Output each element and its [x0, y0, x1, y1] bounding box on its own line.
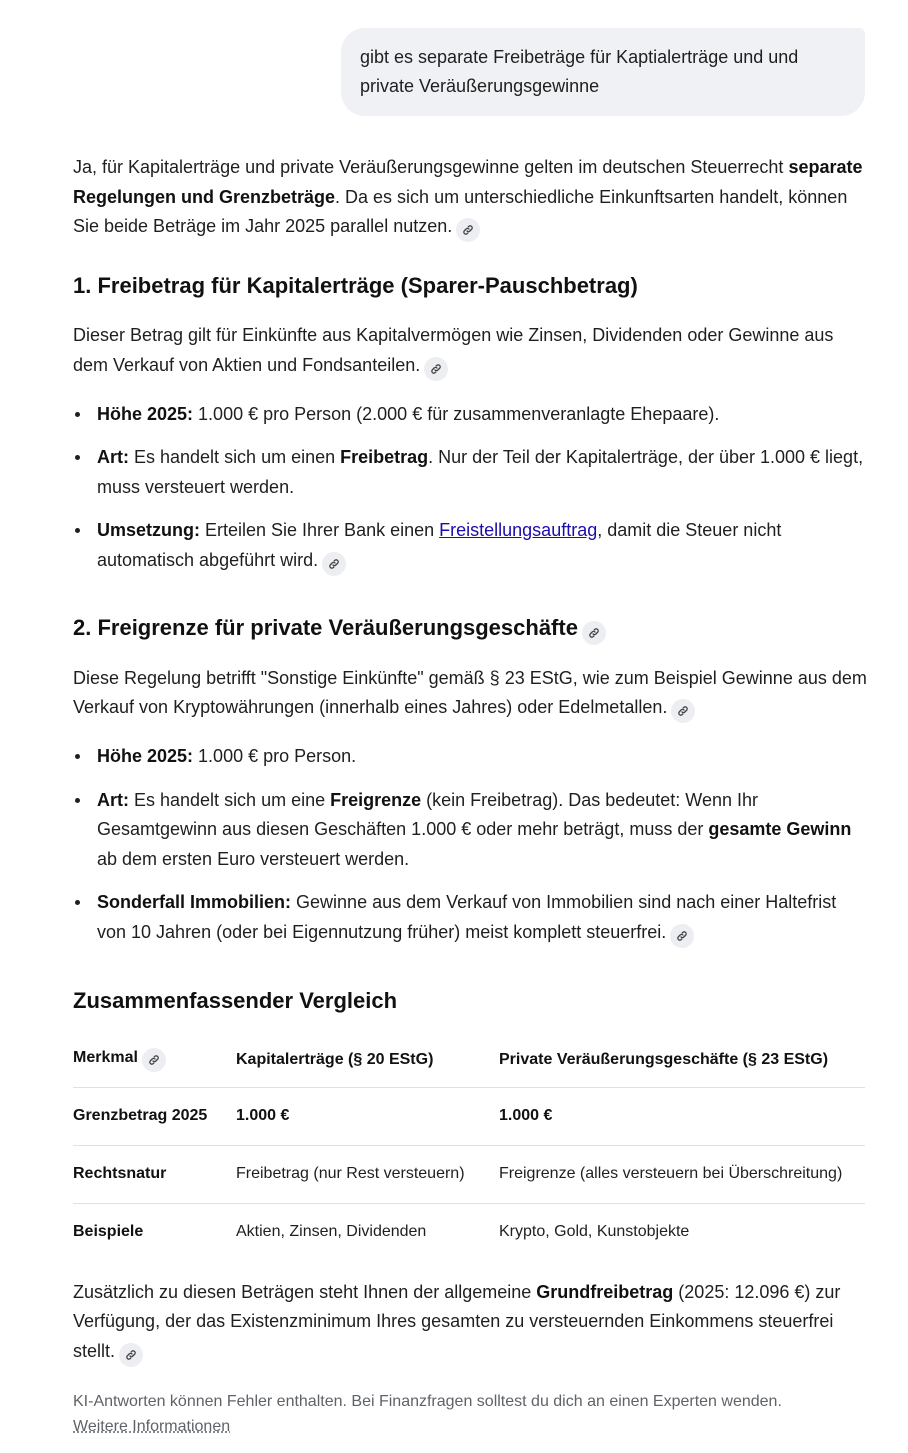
bullet-text: Gewinne aus dem Verkauf von Immobilien sind nach einer Haltefrist von 10 Jahren (oder bei Eigennutzung früher) meist komplett steuerfrei. [97, 892, 837, 942]
table-cell: 1.000 € [499, 1087, 865, 1145]
link-icon [588, 627, 600, 639]
bullet-label: Art: [97, 789, 129, 810]
bullet-bold: Freibetrag [340, 447, 429, 467]
table-header-cell [73, 1034, 236, 1088]
citation-link-button[interactable] [424, 357, 448, 381]
bullet-bold-2: gesamte Gewinn [708, 819, 852, 839]
citation-link-button[interactable] [142, 1048, 166, 1072]
table-header-cell: Private Veräußerungsgeschäfte (§ 23 EStG) [499, 1034, 865, 1088]
list-item [97, 888, 868, 948]
link-icon [328, 558, 340, 570]
section2-text: Diese Regelung betrifft "Sonstige Einkünfte" gemäß § 23 EStG, wie zum Beispiel Gewinne aus dem Verkauf von Kryptowährungen (innerhalb eines Jahres) oder Edelmetallen. [73, 667, 867, 717]
bullet-label: Umsetzung: [97, 520, 200, 540]
citation-link-button[interactable] [322, 552, 346, 576]
citation-link-button[interactable] [671, 699, 695, 723]
bullet-text-2: , damit die Steuer nicht automatisch abgeführt wird. [97, 520, 782, 570]
citation-link-button[interactable] [670, 924, 694, 948]
section2-bullet-list [73, 742, 868, 948]
table-row [73, 1145, 865, 1203]
bullet-text-3: ab dem ersten Euro versteuert werden. [97, 848, 410, 869]
more-info-link[interactable]: Weitere Informationen [73, 1417, 231, 1435]
table-header-row [73, 1034, 865, 1088]
table-cell: Beispiele [73, 1223, 144, 1240]
closing-paragraph [73, 1278, 868, 1367]
table-cell: Freibetrag (nur Rest versteuern) [236, 1145, 499, 1203]
list-item [97, 400, 868, 430]
ai-answer [73, 153, 868, 1439]
link-icon [148, 1054, 160, 1066]
section1-heading: 1. Freibetrag für Kapitalerträge (Sparer-Pauschbetrag) [73, 273, 638, 298]
link-icon [676, 930, 688, 942]
citation-link-button[interactable] [119, 1343, 143, 1367]
comparison-heading: Zusammenfassender Vergleich [73, 987, 398, 1013]
bullet-text-2: . Nur der Teil der Kapitalerträge, der über 1.000 € liegt, muss versteuert werden. [97, 447, 864, 497]
citation-link-button[interactable] [582, 621, 606, 645]
bullet-label: Art: [97, 447, 129, 467]
link-icon [125, 1349, 137, 1361]
bullet-bold: Freigrenze [330, 789, 422, 810]
table-cell: Aktien, Zinsen, Dividenden [236, 1223, 427, 1240]
section1-text: Dieser Betrag gilt für Einkünfte aus Kapitalvermögen wie Zinsen, Dividenden oder Gewinne aus dem Verkauf von Aktien und Fondsanteilen. [73, 325, 834, 375]
bullet-label: Höhe 2025: [97, 403, 194, 424]
user-message-text: gibt es separate Freibeträge für Kaptialerträge und und private Veräußerungsgewinne [360, 47, 799, 96]
closing-text: Zusätzlich zu diesen Beträgen steht Ihnen der allgemeine [73, 1281, 537, 1302]
closing-text-2: (2025: 12.096 €) zur Verfügung, der das Existenzminimum Ihres gesamten zu versteuernden Einkommens steuerfrei stellt. [73, 1281, 841, 1361]
list-item [97, 786, 868, 875]
citation-link-button[interactable] [456, 218, 480, 242]
table-cell: 1.000 € [236, 1087, 499, 1145]
link-icon [677, 705, 689, 717]
link-icon [430, 363, 442, 375]
user-message-bubble [341, 28, 865, 116]
section2-heading-text: 2. Freigrenze für private Veräußerungsgeschäfte [73, 614, 578, 640]
table-cell: Krypto, Gold, Kunstobjekte [499, 1223, 690, 1240]
section1-paragraph [73, 321, 868, 381]
section2-paragraph [73, 664, 868, 724]
bullet-text: Es handelt sich um eine [129, 789, 331, 810]
bullet-label: Sonderfall Immobilien: [97, 892, 292, 912]
section2-heading [73, 613, 868, 645]
table-cell: Rechtsnatur [73, 1145, 236, 1203]
closing-bold: Grundfreibetrag [536, 1281, 674, 1302]
bullet-text-2: (kein Freibetrag). Das bedeutet: Wenn Ihr Gesamtgewinn aus diesen Geschäften 1.000 € oder mehr beträgt, muss der [97, 789, 758, 839]
disclaimer [73, 1389, 868, 1439]
intro-text: Ja, für Kapitalerträge und private Veräußerungsgewinne gelten im deutschen Steuerrecht [73, 157, 789, 177]
table-row [73, 1203, 865, 1261]
bullet-text: 1.000 € pro Person (2.000 € für zusammenveranlagte Ehepaare). [193, 403, 720, 424]
section1-bullet-list [73, 400, 868, 576]
intro-paragraph [73, 153, 868, 242]
bullet-text: 1.000 € pro Person. [193, 746, 357, 766]
table-row [73, 1087, 865, 1145]
bullet-label: Höhe 2025: [97, 746, 194, 766]
comparison-table [73, 1034, 865, 1261]
freistellungsauftrag-link[interactable]: Freistellungsauftrag [439, 520, 598, 540]
bullet-text: Erteilen Sie Ihrer Bank einen [200, 520, 440, 540]
bullet-text: Es handelt sich um einen [129, 447, 341, 467]
table-cell: Freigrenze (alles versteuern bei Überschreitung) [499, 1145, 865, 1203]
disclaimer-text: KI-Antworten können Fehler enthalten. Bei Finanzfragen solltest du dich an einen Experten wenden. [73, 1392, 782, 1410]
intro-text-2: . Da es sich um unterschiedliche Einkunftsarten handelt, können Sie beide Beträge im Jahr 2025 parallel nutzen. [73, 186, 848, 236]
intro-bold: separate Regelungen und Grenzbeträge [73, 157, 863, 207]
list-item [97, 443, 868, 502]
header-merkmal: Merkmal [73, 1049, 138, 1066]
table-cell: Grenzbetrag 2025 [73, 1087, 236, 1145]
list-item [97, 516, 868, 576]
list-item [97, 742, 868, 772]
table-header-cell: Kapitalerträge (§ 20 EStG) [236, 1034, 499, 1088]
link-icon [462, 224, 474, 236]
